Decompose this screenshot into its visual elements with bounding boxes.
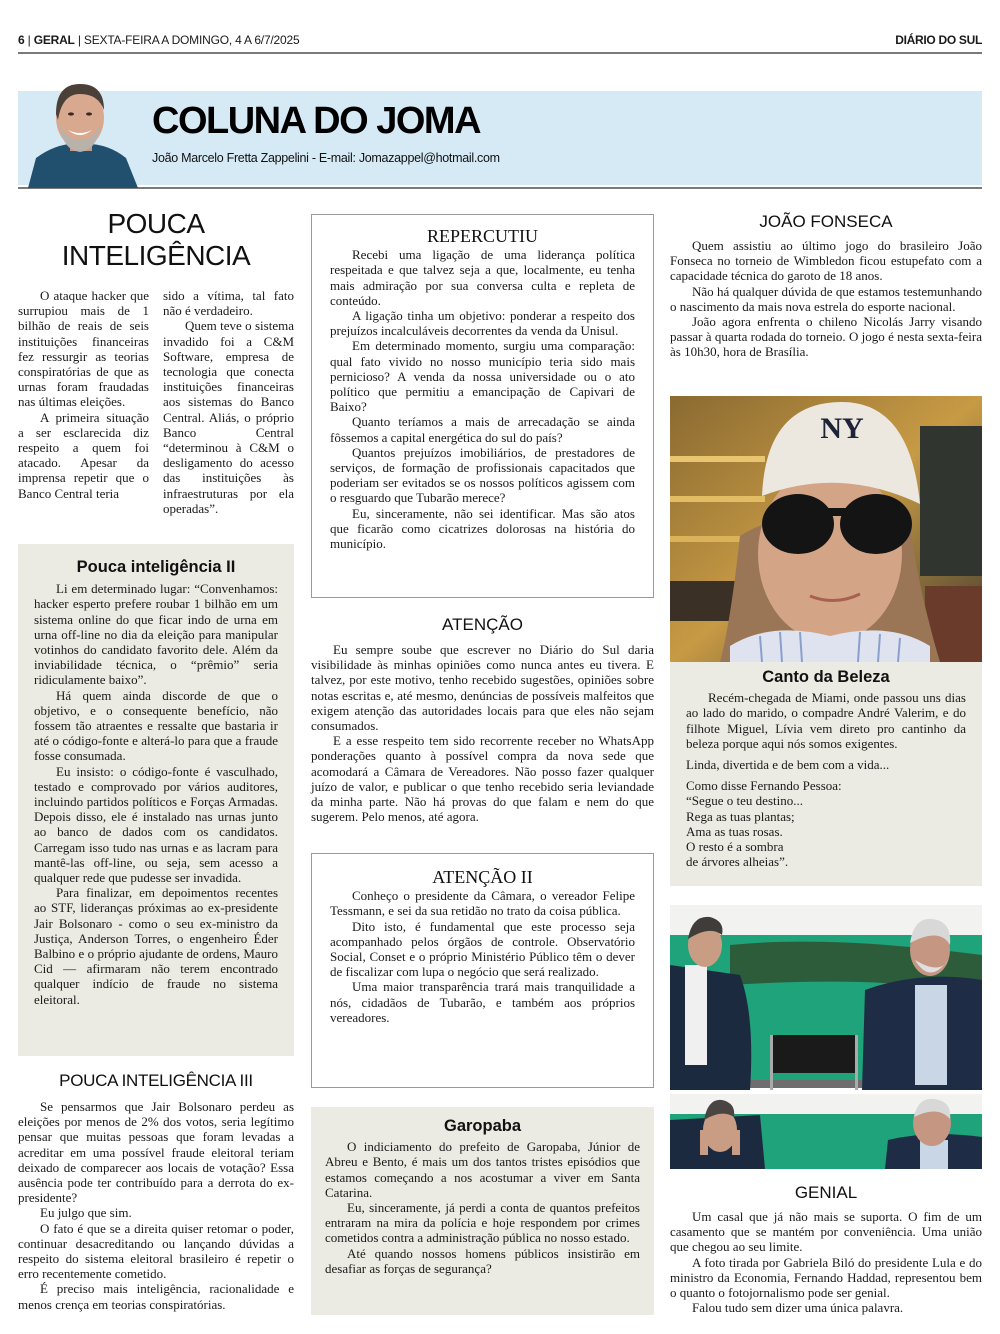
poem-line: Ama as tuas rosas. — [686, 823, 783, 839]
cap-logo: NY — [820, 412, 864, 445]
article-body-col1 — [18, 288, 149, 501]
article-body-genial — [670, 1209, 982, 1315]
paragraph: Li em determinado lugar: “Convenhamos: hacker esperto prefere roubar 1 bilhão em um sistema online do que ficar indo de urna em urna off-line no dia da eleição para manipular votinhos do candidato favorito dele. Além da inviabilidade técnica, o “prêmio” seria ridiculamente baixo”. — [34, 581, 278, 688]
paragraph: Recebi uma ligação de uma liderança política respeitada e que talvez seja a que, localmente, eu tenha mais admiração por sua conversa culta e repleta de conteúdo. — [330, 247, 635, 308]
paragraph: É preciso mais inteligência, racionalidade e menos crença em teorias conspiratórias. — [18, 1281, 294, 1312]
article-body-joao-fonseca — [670, 238, 982, 360]
paragraph: O ataque hacker que surrupiou mais de 1 bilhão de reais de seis instituições financeiras fez ressurgir as teorias conspiratórias de que as urnas foram fraudadas nas últimas eleições. — [18, 288, 149, 410]
column-byline: João Marcelo Fretta Zappelini - E-mail: Jomazappel@hotmail.com — [152, 151, 500, 165]
genial-photo — [670, 905, 982, 1169]
paragraph: Um casal que já não mais se suporta. O fim de um casamento que se mantém por conveniência. Uma união que chegou ao seu limite. — [670, 1209, 982, 1255]
beauty-photo — [670, 396, 982, 662]
paragraph: Eu julgo que sim. — [40, 1205, 132, 1221]
paragraph: Eu sempre soube que escrever no Diário do Sul daria visibilidade às minhas opiniões como nunca antes eu tivera. E talvez, por este motivo, tenho recebido sugestões, opiniões sobre notas escritas e, até mesmo, denúncias de possíveis malfeitos que exigem atenção das autoridades locais para que eles não sejam consumados. — [311, 642, 654, 734]
article-title: Pouca inteligência II — [76, 558, 236, 576]
article-box-canto-da-beleza — [670, 662, 982, 886]
paragraph: Quanto teríamos a mais de arrecadação se ainda fôssemos a capital energética do sul do país? — [330, 414, 635, 445]
column-title: COLUNA DO JOMA — [152, 100, 481, 142]
poem-line: Rega as tuas plantas; — [686, 808, 795, 824]
poem-line: O resto é a sombra — [686, 839, 784, 855]
paragraph: Quem teve o sistema invadido foi a C&M Software, empresa de tecnologia que conecta instituições financeiras aos sistemas do Banco Central. Aliás, o próprio Banco Central “determinou à C&M o desligamento do acesso das instituições às infraestruturas por ela operadas”. — [163, 318, 294, 516]
woman-ny-cap-sunglasses-photo-icon — [670, 396, 982, 662]
paragraph: Uma maior transparência trará mais tranquilidade a nós, cidadãos de Tubarão, e também aos próprios vereadores. — [330, 979, 635, 1025]
paragraph: Quantos prejuízos imobiliários, de prestadores de serviços, de formação de profissionais capacitados que poderiam ser evitados se os nossos políticos agissem com o resguardo que Tubarão merece? — [330, 444, 635, 506]
paragraph: Há quem ainda discorde de que o objetivo, e o consequente benefício, não fossem tão atraentes e ressalte que bastaria ir até o código-fonte e alterá-lo para que a fraude fosse consumada. — [34, 687, 278, 764]
article-title-atencao: ATENÇÃO — [442, 615, 523, 634]
page-number: 6 — [18, 33, 25, 47]
title-line: INTELIGÊNCIA — [61, 240, 251, 271]
paragraph: Falou tudo sem dizer uma única palavra. — [692, 1300, 904, 1316]
paragraph: Recém-chegada de Miami, onde passou uns dias ao lado do marido, o compadre André Valerim, e do filhote Miguel, Lívia vem direto pro cantinho da beleza porque aqui nós somos exigentes. — [686, 690, 966, 751]
edition-date: SEXTA-FEIRA A DOMINGO, 4 A 6/7/2025 — [83, 33, 300, 47]
article-body-pouca-inteligencia-3 — [18, 1099, 294, 1312]
poem-line: de árvores alheias”. — [686, 854, 789, 870]
paragraph: Como disse Fernando Pessoa: — [686, 778, 842, 794]
paragraph: Em determinado momento, surgiu uma comparação: qual fato vivido no nosso município teria sido mais pernicioso? A venda da nossa universidade ou o ato político que permitiu a emancipação de Capivari de Baixo? — [330, 338, 635, 415]
paragraph: A primeira situação a ser esclarecida diz respeito a quem foi atacado. Apesar da imprensa repetir que o Banco Central teria — [18, 409, 149, 501]
article-title: REPERCUTIU — [426, 226, 538, 246]
paragraph: O fato é que se a direita quiser retomar o poder, continuar desacreditando ou lançando dúvidas a respeito do sistema eleitoral brasileiro é repetir o erro recentemente cometido. — [18, 1220, 294, 1282]
article-box-pouca-inteligencia-2 — [18, 544, 294, 1056]
article-box-atencao-2 — [311, 853, 654, 1088]
paragraph: A foto tirada por Gabriela Biló do presidente Lula e do ministro da Economia, Fernando Haddad, representou bem o quanto o fotojornalismo pode ser genial. — [670, 1254, 982, 1301]
article-title-pouca-inteligencia — [18, 208, 294, 272]
section-name: GERAL — [33, 33, 75, 47]
article-body-atencao — [311, 642, 654, 824]
paragraph: Dito isto, é fundamental que este processo seja acompanhado pelos órgãos de controle. Observatório Social, Conset e o próprio Ministério Público têm o dever de fiscalizar com lupa o negócio que será realizado. — [330, 918, 635, 980]
title-line: POUCA — [107, 208, 205, 239]
article-box-garopaba — [311, 1107, 654, 1315]
page-header-left — [18, 33, 299, 47]
article-title-genial: GENIAL — [794, 1183, 858, 1202]
paragraph: Até quando nossos homens públicos insistirão em desafiar as forças de segurança? — [325, 1245, 640, 1276]
paragraph: Se pensarmos que Jair Bolsonaro perdeu as eleições por menos de 2% dos votos, seria legítimo pensar que muitas pessoas que foram levadas a acreditar em uma possível fraude eleitoral teriam deixado de comparecer aos locais de votação? Essa ausência pode ter contribuído para a derrota do ex-presidente? — [18, 1099, 294, 1206]
paragraph: sido a vítima, tal fato não é verdadeiro. — [163, 288, 294, 319]
paragraph: Não há qualquer dúvida de que estamos testemunhando o nascimento da mais nova estrela do esporte nacional. — [670, 283, 982, 314]
columnist-portrait — [18, 80, 151, 188]
page-header — [18, 32, 982, 54]
article-title: Canto da Beleza — [762, 668, 890, 686]
paragraph: João agora enfrenta o chileno Nicolás Jarry visando passar à quarta rodada do torneio. O jogo é nesta sexta-feira às 10h30, hora de Brasília. — [670, 314, 982, 360]
paragraph: Linda, divertida e de bem com a vida... — [686, 757, 890, 773]
separator: | — [77, 33, 84, 47]
newspaper-name: DIÁRIO DO SUL — [895, 33, 982, 47]
article-title-joao-fonseca: JOÃO FONSECA — [759, 212, 893, 231]
article-title: ATENÇÃO II — [432, 867, 533, 887]
paragraph: E a esse respeito tem sido recorrente receber no WhatsApp ponderações quanto à possível compra da nova sede que acomodará a Câmara de Vereadores. Não posso fazer qualquer juízo de valor, e publicar o que tenho recebido seria leviandade da minha parte. Não há provas do que falam e nem do que sugerem. Pelo menos, até agora. — [311, 733, 654, 825]
paragraph: Quem assistiu ao último jogo do brasileiro João Fonseca no torneio de Wimbledon ficou estupefato com a capacidade técnica do garoto de 18 anos. — [670, 238, 982, 284]
poem-line: “Segue o teu destino... — [686, 793, 803, 809]
paragraph: O indiciamento do prefeito de Garopaba, Júnior de Abreu e Bento, é mais um dos tantos tristes episódios que estamos começando a nos acostumar a viver em Santa Catarina. — [325, 1139, 640, 1200]
paragraph: A ligação tinha um objetivo: ponderar a respeito dos prejuízos incalculáveis decorrentes da venda da Unisul. — [330, 308, 635, 339]
lula-haddad-photo-icon — [670, 905, 982, 1169]
paragraph: Eu insisto: o código-fonte é vasculhado, testado e comprovado por vários auditores, incluindo partidos políticos e Forças Armadas. Depois disso, ele é instalado nas urnas junto ao banco de dados com os candidatos. Carregam isso tudo nas urnas e as lacram para mantê-las off-line, ou seja, sem acesso a qualquer rede que pudesse ser invadida. — [34, 763, 278, 886]
article-body-col2 — [163, 288, 294, 516]
article-title-pouca-inteligencia-3: POUCA INTELIGÊNCIA III — [59, 1071, 253, 1090]
separator: | — [27, 33, 34, 47]
masthead-rule — [18, 187, 982, 189]
paragraph: Eu, sinceramente, já perdi a conta de quantos prefeitos entraram na mira da polícia e hoje respondem por crimes cometidos contra a administração pública no nosso estado. — [325, 1200, 640, 1246]
paragraph: Conheço o presidente da Câmara, o vereador Felipe Tessmann, e sei da sua retidão no trato da coisa pública. — [330, 888, 635, 919]
paragraph: Para finalizar, em depoimentos recentes ao STF, lideranças próximas ao ex-presidente Jair Bolsonaro - como o seu ex-ministro da Justiça, Anderson Torres, o engenheiro Éder Balbino e o próprio ajudante de ordens, Mauro Cid — afirmaram não terem encontrado qualquer indício de fraude no sistema eleitoral. — [34, 885, 278, 1007]
article-box-repercutiu — [311, 214, 654, 598]
smiling-man-portrait-icon — [18, 80, 151, 188]
article-title: Garopaba — [443, 1117, 522, 1135]
paragraph: Eu, sinceramente, não sei identificar. Mas são atos que ficarão como cicatrizes dolorosas na história do município. — [330, 505, 635, 552]
